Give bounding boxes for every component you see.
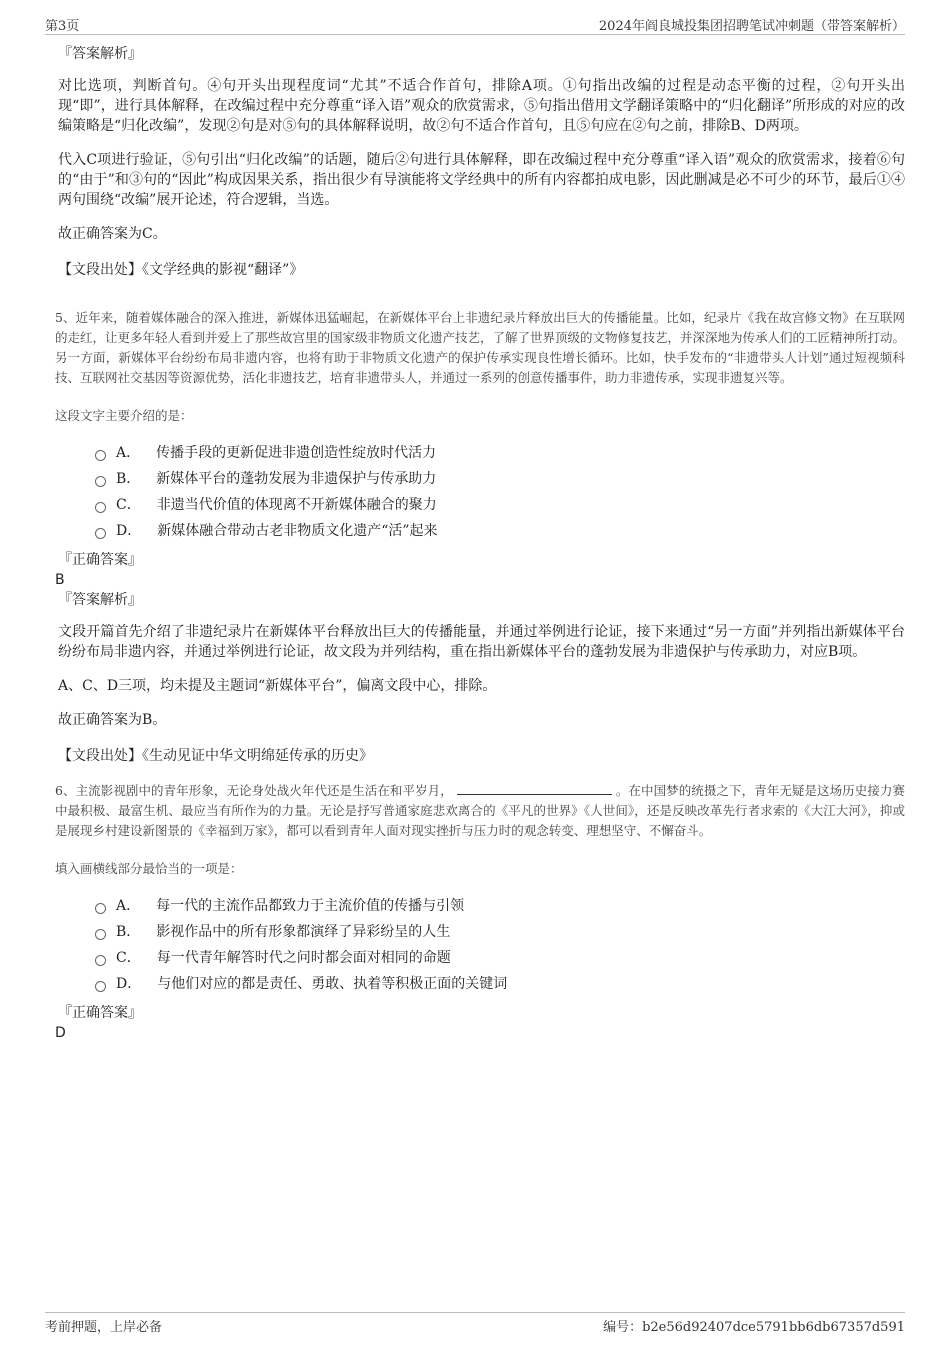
- q6-option-a[interactable]: [95, 893, 905, 919]
- q6-text-after: 。在中国梦的统摄之下，青年无疑是这场历史接力赛中最积极、最富生机、最应当有所作为的力量。无论是抒写普通家庭悲欢离合的《平凡的世界》《人世间》，还是反映改革先行者求索的《大江大河》，抑或是展现乡村建设新图景的《幸福到万家》，都可以看到青年人面对现实挫折与压力时的观念转变、理想坚守、不懈奋斗。: [55, 783, 905, 838]
- fill-blank: [457, 780, 612, 795]
- page-header: [45, 12, 905, 35]
- q6-text-before: 6、主流影视剧中的青年形象，无论身处战火年代还是生活在和平岁月，: [55, 783, 453, 798]
- option-letter: A．: [116, 898, 141, 914]
- q5-options: [95, 440, 905, 544]
- radio-icon[interactable]: [95, 929, 106, 940]
- q5-prompt: 这段文字主要介绍的是：: [55, 408, 193, 423]
- option-letter: B．: [116, 924, 141, 940]
- q6-answer-label: 『正确答案』: [58, 1005, 142, 1021]
- option-text: 与他们对应的都是责任、勇敢、执着等积极正面的关键词: [157, 976, 508, 992]
- page-footer: [45, 1312, 905, 1337]
- q5-analysis-p1: 文段开篇首先介绍了非遗纪录片在新媒体平台释放出巨大的传播能量，并通过举例进行论证，接下来通过“另一方面”并列指出新媒体平台纷纷布局非遗内容，并通过举例进行论证，故文段为并列结构，重在指出新媒体平台的蓬勃发展为非遗保护与传承助力，对应B项。: [58, 624, 905, 660]
- radio-icon[interactable]: [95, 528, 106, 539]
- option-letter: C．: [116, 497, 141, 513]
- radio-icon[interactable]: [95, 981, 106, 992]
- q5-analysis-label: 『答案解析』: [58, 592, 142, 608]
- radio-icon[interactable]: [95, 502, 106, 513]
- q6-options: [95, 893, 905, 997]
- radio-icon[interactable]: [95, 450, 106, 461]
- document-id: 编号：b2e56d92407dce5791bb6db67357d591: [603, 1320, 905, 1335]
- q6-prompt: 填入画横线部分最恰当的一项是：: [55, 861, 243, 876]
- option-text: 新媒体平台的蓬勃发展为非遗保护与传承助力: [156, 471, 437, 487]
- option-text: 传播手段的更新促进非遗创造性绽放时代活力: [156, 445, 437, 461]
- option-text: 每一代青年解答时代之问时都会面对相同的命题: [156, 950, 451, 966]
- q4-analysis-p3: 故正确答案为C。: [58, 226, 167, 242]
- document-title: 2024年阎良城投集团招聘笔试冲刺题（带答案解析）: [598, 19, 905, 34]
- option-letter: C．: [116, 950, 141, 966]
- q5-analysis-p2: A、C、D三项，均未提及主题词“新媒体平台”，偏离文段中心，排除。: [58, 678, 497, 694]
- page-number: 第3页: [45, 19, 80, 34]
- q6-text: [55, 780, 905, 841]
- q4-source: 【文段出处】《文学经典的影视“翻译”》: [58, 262, 304, 278]
- q4-analysis-p2: 代入C项进行验证，⑤句引出“归化改编”的话题，随后②句进行具体解释，即在改编过程中充分尊重“译入语”观众的欣赏需求，接着⑥句的“由于”和③句的“因此”构成因果关系，指出很少有导演能将文学经典中的所有内容都拍成电影，因此删减是必不可少的环节，最后①④两句围绕“改编”展开论述，符合逻辑，当选。: [58, 152, 905, 208]
- q4-analysis-label: 『答案解析』: [58, 46, 142, 62]
- q6-option-d[interactable]: [95, 971, 905, 997]
- option-text: 每一代的主流作品都致力于主流价值的传播与引领: [156, 898, 465, 914]
- option-text: 新媒体融合带动古老非物质文化遗产“活”起来: [157, 523, 438, 539]
- q4-analysis-p1: 对比选项，判断首句。④句开头出现程度词“尤其”不适合作首句，排除A项。①句指出改编的过程是动态平衡的过程，②句开头出现“即”，进行具体解释，在改编过程中充分尊重“译入语”观众的欣赏需求，⑤句指出借用文学翻译策略中的“归化翻译”所形成的对应的改编策略是“归化改编”，发现②句是对⑤句的具体解释说明，故②句不适合作首句，且⑤句应在②句之前，排除B、D两项。: [58, 78, 905, 134]
- radio-icon[interactable]: [95, 476, 106, 487]
- option-letter: D．: [116, 523, 142, 539]
- q6-answer: D: [55, 1025, 66, 1041]
- q5-answer: B: [55, 572, 65, 588]
- q5-text: 5、近年来，随着媒体融合的深入推进，新媒体迅猛崛起，在新媒体平台上非遗纪录片释放出巨大的传播能量。比如，纪录片《我在故宫修文物》在互联网的走红，让更多年轻人看到并爱上了那些故宫里的国家级非物质文化遗产技艺，了解了世界顶级的文物修复技艺，并深深地为传承人们的工匠精神所打动。另一方面，新媒体平台纷纷布局非遗内容，也将有助于非物质文化遗产的保护传承实现良性增长循环。比如，快手发布的“非遗带头人计划”通过短视频科技、互联网社交基因等资源优势，活化非遗技艺，培育非遗带头人，并通过一系列的创意传播事件，助力非遗传承，实现非遗复兴等。: [55, 310, 906, 385]
- q5-option-c[interactable]: [95, 492, 905, 518]
- radio-icon[interactable]: [95, 903, 106, 914]
- q5-answer-label: 『正确答案』: [58, 552, 142, 568]
- option-letter: D．: [116, 976, 142, 992]
- question-5: [55, 308, 905, 766]
- q6-option-b[interactable]: [95, 919, 905, 945]
- q5-option-a[interactable]: [95, 440, 905, 466]
- option-text: 非遗当代价值的体现离不开新媒体融合的聚力: [156, 497, 437, 513]
- q5-option-b[interactable]: [95, 466, 905, 492]
- question-6: [55, 780, 905, 1043]
- option-text: 影视作品中的所有形象都演绎了异彩纷呈的人生: [156, 924, 451, 940]
- option-letter: A．: [116, 445, 141, 461]
- document-body: [55, 44, 905, 1043]
- q5-option-d[interactable]: [95, 518, 905, 544]
- option-letter: B．: [116, 471, 141, 487]
- q4-analysis: [55, 44, 905, 280]
- radio-icon[interactable]: [95, 955, 106, 966]
- q5-source: 【文段出处】《生动见证中华文明绵延传承的历史》: [58, 748, 373, 764]
- q6-option-c[interactable]: [95, 945, 905, 971]
- q5-analysis-p3: 故正确答案为B。: [58, 712, 167, 728]
- footer-slogan: 考前押题，上岸必备: [45, 1320, 163, 1335]
